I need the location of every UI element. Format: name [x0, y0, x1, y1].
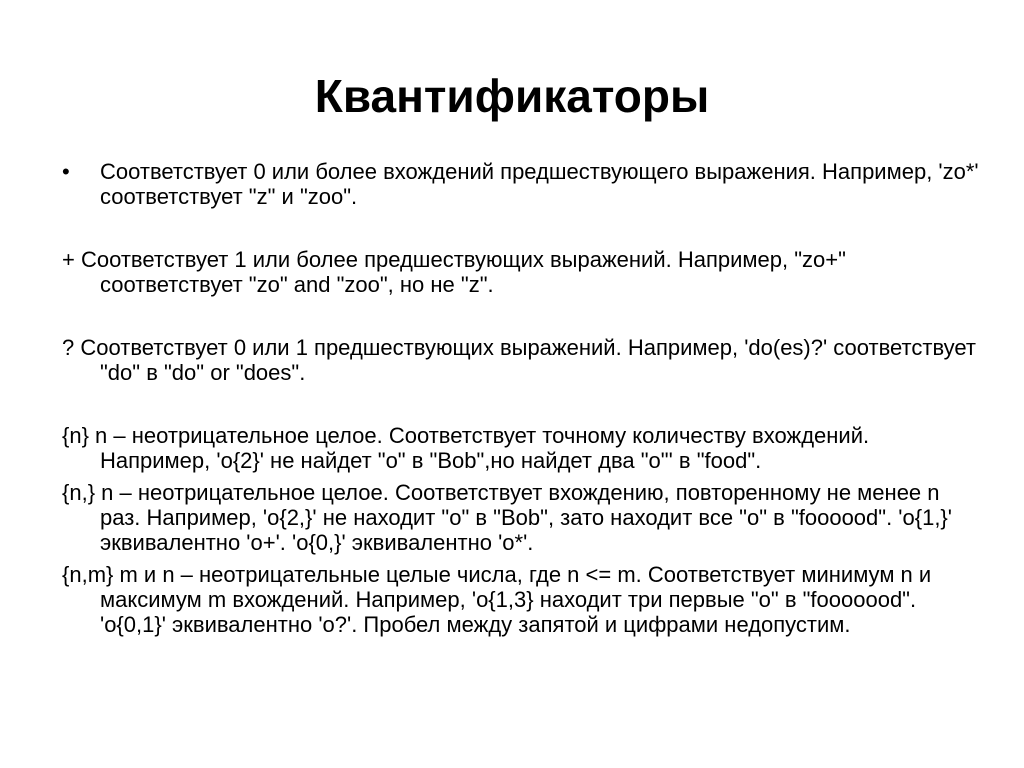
list-item-text: m и n – неотрицательные целые числа, где n <= m. Соответствует минимум n и максимум m вхождений. Например, 'o{1,3} находит три первые "o" в "fooooood". 'o{0,1}' эквивалентно 'o?'. Пробел между запятой и цифрами недопустим.	[100, 562, 932, 637]
bullet-marker: •	[62, 159, 70, 184]
list-item	[62, 247, 982, 297]
list-item	[62, 423, 982, 473]
list-item-text: Соответствует 0 или 1 предшествующих выражений. Например, 'do(es)?' соответствует "do" в "do" or "does".	[74, 335, 977, 385]
quantifier-marker: {n}	[62, 423, 89, 448]
list-item	[62, 335, 982, 385]
list-item-text: n – неотрицательное целое. Соответствует вхождению, повторенному не менее n раз. Например, 'o{2,}' не находит "o" в "Bob", зато находит все "o" в "foooood". 'o{1,}' эквивалентно 'o+'. 'o{0,}' эквивалентно 'o*'.	[95, 480, 952, 555]
slide-title: Квантификаторы	[314, 70, 710, 122]
list-item-text: Соответствует 1 или более предшествующих выражений. Например, "zo+" соответствует "zo" and "zoo", но не "z".	[74, 247, 846, 297]
list-item-text: n – неотрицательное целое. Соответствует точному количеству вхождений. Например, 'o{2}' не найдет "o" в "Bob",но найдет два "o"' в "food".	[88, 423, 870, 473]
list-item	[62, 562, 982, 637]
list-item	[62, 159, 982, 209]
quantifier-marker: +	[62, 247, 75, 272]
quantifier-marker: {n,}	[62, 480, 96, 505]
quantifier-marker: ?	[62, 335, 75, 360]
list-item-text: Соответствует 0 или более вхождений предшествующего выражения. Например, 'zo*' соответствует "z" и "zoo".	[100, 159, 979, 209]
list-item	[62, 480, 982, 555]
slide-body	[62, 159, 982, 637]
quantifier-marker: {n,m}	[62, 562, 114, 587]
